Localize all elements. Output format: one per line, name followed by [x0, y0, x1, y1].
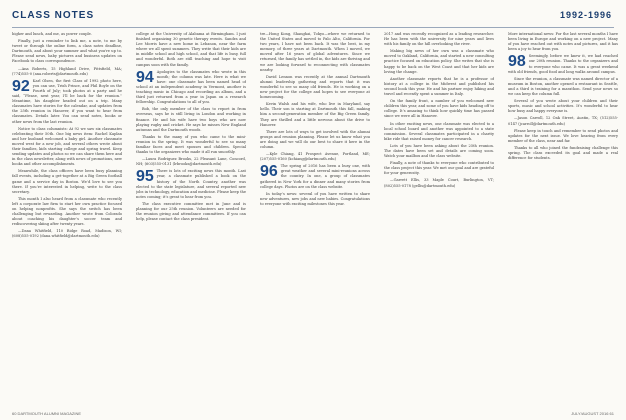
paragraph-text: 2017 and was recently recognized as a leading researcher. He has been with the university for nine years and lives with his family on the hill overlooking the river.	[384, 32, 494, 47]
paragraph-text: In today’s news: several of you have written to share new adventures, new jobs and new babies. Congratulations to everyone with exciting milestones this year.	[260, 191, 370, 206]
paragraph-text: More international news: For the last several months I have been living in Europe and working on a new project. Many of you have reached out with notes and pictures, and it has been a joy to hear from you.	[508, 32, 618, 52]
paragraph-text: —Garrett Ellis, 33 Maple Court, Burlington, VT; (802)555-0178 (gellis@dartmouth.edu)	[384, 178, 494, 188]
paragraph	[508, 129, 618, 144]
text-column	[384, 32, 494, 404]
paragraph-text: Finally, a note of thanks to everyone who contributed to the class project this year. We met our goal and are grateful for your generosity.	[384, 161, 494, 176]
paragraph-text: The spring of 2016 has been a busy one, with great weather and several mini-reunions across the country. In one, a group of classmates gathered in New York for a dinner and many stories from college days. Photos are on the class website.	[260, 164, 370, 189]
paragraph	[508, 146, 618, 161]
text-column	[508, 32, 618, 404]
paragraph-text: —Ana Roberts, 15 Highland Drive, Pittsfield, MA; (774)555-0 (ana.roberts@dartmouth.edu)	[12, 66, 122, 76]
paragraph-text: tre—Hong Kong, Shanghai, Tokyo—where we returned to the United States and moved to Palo Alto, California. For two years, I have not been back. It was the best, in my memory, of three years at Dartmouth. When I moved, we moved after 16 years of global adventures. Since we returned, the family has settled in, the kids are thriving and we are looking forward to reconnecting with classmates nearby.	[260, 32, 370, 72]
paragraph	[12, 127, 122, 168]
paragraph-text: Kevin Walsh and his wife, who live in Maryland, say hello. Their son is starting at Dartmouth this fall, making him a second-generation member of the Big Green family. They are thrilled and a little nervous about the drive to Hanover.	[260, 102, 370, 127]
paragraph	[508, 116, 618, 126]
paragraph	[260, 164, 370, 189]
paragraph-text: Another classmate reports that he is a professor of history at a college in the Midwest and published his second book this year. He and his partner enjoy hiking and travel and recently spent a summer in Italy.	[384, 76, 494, 97]
footer-left: 60 DARTMOUTH ALUMNI MAGAZINE	[12, 411, 82, 416]
paragraph	[384, 49, 494, 74]
section-title: CLASS NOTES	[12, 10, 95, 21]
paragraph	[384, 77, 494, 97]
paragraph	[136, 157, 246, 167]
page-footer	[12, 406, 614, 416]
paragraph	[136, 169, 246, 200]
paragraph	[260, 102, 370, 127]
paragraph-text: There are lots of ways to get involved with the alumni groups and reunion planning. Please let us know what you are doing and we will do our best to share it here in the column.	[260, 129, 370, 149]
paragraph	[384, 99, 494, 119]
paragraph-text: —Jason Carroll, 12 Oak Street, Austin, TX; (512)555-0147 (jcarroll@dartmouth.edu)	[508, 116, 618, 126]
paragraph	[12, 67, 122, 77]
paragraph-text: Thanks to all who joined the fundraising challenge this spring. The class exceeded its goal and made a real difference for students.	[508, 145, 618, 161]
paragraph	[12, 197, 122, 228]
paragraph-text: This month I also heard from a classmate who recently left a corporate law firm to start her own practice focused on helping nonprofits. She says the switch has been challenging but rewarding. Another wrote from Colorado about coaching his daughter’s soccer team and rediscovering skiing after twenty years.	[12, 196, 122, 227]
paragraph	[260, 152, 370, 162]
paragraph-text: —Kyle Chiang, 41 Prospect Avenue, Portland, ME; (207)555-0160 (kchiang@dartmouth.edu)	[260, 152, 370, 162]
paragraph-text: —Laura Rodriguez Brooks, 22 Pleasant Lane, Concord, NH; (603)555-0131 (lrbrooks@dartmouth.edu)	[136, 157, 246, 167]
footer-right: JULY/AUGUST 2016 61	[571, 411, 614, 416]
text-column	[12, 32, 122, 404]
paragraph-text: Meanwhile, the class officers have been busy planning fall events, including a get-together at a Big Green football game and a service day in Boston. We’d love to see you there. If you’re interested in helping, write to the class secretary.	[12, 169, 122, 194]
paragraph-text: On the family front, a number of you welcomed new children this year, and some of you have kids heading off to college. It’s amazing to think how quickly time has passed since we were all in Hanover.	[384, 99, 494, 119]
paragraph	[508, 99, 618, 114]
paragraph-text: Lots of you have been asking about the 25th reunion. The dates have been set and details are coming soon. Watch your mailbox and the class website.	[384, 143, 494, 159]
paragraph-text: Seemingly, before we knew it, we had reached our 20th reunion. Thanks to the organizers and to everyone who came. It was a great weekend with old friends, good food and long walks around campus.	[508, 54, 618, 74]
class-year-marker: 96	[260, 163, 278, 181]
paragraph-text: In other exciting news, one classmate was elected to a local school board and another was appointed to a state commission. Several classmates participated in a charity bike ride that raised money for cancer research.	[384, 121, 494, 141]
header-rule	[12, 27, 614, 28]
paragraph	[384, 144, 494, 159]
paragraph	[136, 107, 246, 132]
paragraph-text: Thanks to the many of you who came to the mini-reunion in the spring. It was wonderful to see so many familiar faces and meet spouses and children. Special thanks to the organizers who made it all run smoothly.	[136, 134, 246, 155]
paragraph-text: —Dana Whitfield, 110 Ridge Road, Madison, WI; (608)555-0192 (dana.whitfield@dartmouth.edu)	[12, 229, 122, 239]
paragraph-text: There is lots of exciting news this month. Last year, a classmate published a book on the history of the North Country, another was elected to the state legislature, and several reported new jobs in technology, education and medicine. Please keep the notes coming; it’s great to hear from you.	[136, 169, 246, 199]
paragraph	[260, 32, 370, 73]
paragraph-text: Several of you wrote about your children and their sports, music and school activities. It’s wonderful to hear how busy and happy everyone is.	[508, 99, 618, 114]
paragraph-text: David Lennon was recently at the annual Dartmouth alumni leadership gathering and reports that it was wonderful to see so many old friends. He is working on a new project for the college and hopes to see everyone at homecoming.	[260, 74, 370, 100]
paragraph-text: Since the reunion, a classmate was named director of a museum in Boston, another opened a restaurant in Seattle, and a third is training for a marathon. Send your news so we can keep the column full.	[508, 76, 618, 97]
paragraph	[384, 178, 494, 188]
paragraph	[384, 32, 494, 47]
paragraph-text: Please keep in touch and remember to send photos and updates for the next issue. We love hearing from every member of the class, near and far.	[508, 128, 618, 143]
paragraph	[260, 192, 370, 207]
class-years: 1992-1996	[559, 10, 612, 20]
paragraph	[12, 32, 122, 37]
paragraph	[136, 202, 246, 222]
paragraph	[260, 130, 370, 150]
paragraph	[12, 79, 122, 125]
paragraph	[384, 122, 494, 142]
paragraph	[136, 135, 246, 155]
paragraph	[12, 39, 122, 64]
class-year-marker: 94	[136, 68, 154, 86]
paragraph-text: Finally, just a reminder to link me, a note, to me by tweet or through the online form, a class notes deadline, Dartmouth, and about your summer and what you're up to. Please send news, baby pictures and business updates on Facebook to class correspondence.	[12, 39, 122, 64]
paragraph	[508, 32, 618, 52]
paragraph	[260, 75, 370, 100]
paragraph	[508, 54, 618, 74]
paragraph	[12, 229, 122, 239]
paragraph-text: Bob, the only member of the class to report in from overseas, says he is still living in London and working in finance. He and his wife have two boys who are now playing rugby and cricket. He says he misses New England autumns and the Dartmouth woods.	[136, 107, 246, 132]
paragraph	[508, 77, 618, 97]
paragraph	[12, 169, 122, 194]
class-year-marker: 98	[508, 53, 526, 71]
paragraph-text: Notice to class columnists: At 92 we saw six classmates celebrating their 50th. One big news item: Rachel Kaplan and her husband welcomed a baby girl. Another classmate moved west for a new job, and several others wrote about their families, kids starting college and spring travel. Keep sending updates and photos so we can share them here and in the class newsletter, along with news of promotions, new books and other accomplishments.	[12, 126, 122, 167]
paragraph	[384, 161, 494, 176]
paragraph-text: college at the University of Alabama at Birmingham. I just finished organizing 30 genetic therapy events. Sandra and Lee Morris have a new home in Lebanon, near the farm where we all spent summers. They write that their kids are in middle school and high school, and that life is busy, full and wonderful. Both are still teaching and hope to visit campus soon with the family.	[136, 32, 246, 67]
paragraph	[136, 32, 246, 68]
class-year-marker: 95	[136, 168, 154, 186]
paragraph-text: higher and lunch, and me, as power couple.	[12, 32, 92, 36]
paragraph	[136, 70, 246, 106]
paragraph-text: Karl Olsen, the first Class of 1992 photo here, you can use, Trish Prince, and Phil Boyle on the Fourth of July; took photos at a party and he said, “Please, next year, I’ll be back for the reunion.” Meantime, his daughter headed out on a trip. Many classmates have stories for the calendar, and updates from the 25th reunion in Hanover, if you want to hear from classmates. Details later. You can send notes, books or other news from the last reunion.	[12, 78, 122, 124]
text-column	[260, 32, 370, 404]
text-column	[136, 32, 246, 404]
paragraph-text: Apologies to the classmates who wrote in this month; the column was late. Here is what we have: one classmate has been named head of school at an independent academy in Vermont, another is teaching music in Chicago and recording an album, and a third just returned from a year in Japan on a research fellowship. Congratulations to all of you.	[136, 69, 246, 105]
page-header	[0, 0, 626, 30]
class-year-marker: 92	[12, 77, 30, 95]
paragraph-text: The class executive committee met in June and is planning for our 25th reunion. Volunteers are needed for the reunion giving and attendance committees. If you can help, please contact the class president.	[136, 201, 246, 222]
paragraph-text: Making big news of her own was a classmate who moved to Oakland, California, and started a new consulting practice focused on education policy. She writes that she is happy to be back on the West Coast and that her kids are loving the change.	[384, 49, 494, 74]
